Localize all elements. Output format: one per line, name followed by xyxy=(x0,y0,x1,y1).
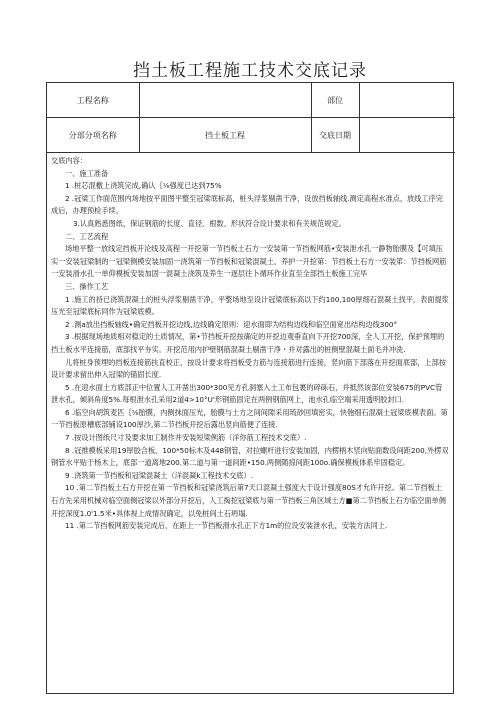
subproject-value: 挡土板工程 xyxy=(139,118,311,153)
content-paragraph: 儿将桩身预埋的挡板连接筋扶直校正，按设计要求将挡板受力筋与连接筋进行连接，竖向筋下部落在开挖面底部，上部按设计要求留出伸入冠梁的锚固长度. xyxy=(51,357,446,380)
content-paragraph: 8 .冠推模板采用19厚胶合板、100*50标木及448钢管，对拉螺杆进行安装加固，内楞柄木竖向贴面数设间距200,外楞双钢管水平贴于杨木上，底部一道离地200.第二道与第一道间距•150.两侧随掠间距100o.确保模板体系牢固稳定。 xyxy=(51,445,449,468)
section-heading: 二、工艺流程 xyxy=(65,231,109,241)
content-paragraph: 场地平整一放线定挡板开沦线及高程一开挖第一节挡板土石方一安装第一节挡板网筋•安装泄水孔一静物胎膜及【可填压实一安装冠梁制的一冠梁侧模安装加固一浇筑第一节挡板和冠梁混凝土，养护一开挖第：节挡板土石方一安装笫：节挡板网筋一安装滑水孔一单仰模板安装加固一混凝土浇筑及养生一逐层往卜循环作业直至全部挡土板施工完毕 xyxy=(51,244,447,279)
unit-label: 部位 xyxy=(311,83,359,118)
disclosure-content xyxy=(47,153,453,533)
content-paragraph: 1 .施工的持已浇筑混凝土的桩头浮浆剔凿干净，平整场地至设计冠梁底标高以下约100,100厚细石混凝土找平，表面提浆压光至冠梁底标同作为冠梁底模。 xyxy=(51,294,449,317)
header-row-1 xyxy=(47,83,455,118)
content-paragraph: 7 .按设计图纸尺寸及要求加工制作并安装短梁例筋（洋你筋工程技术交底）. xyxy=(65,433,307,443)
header-table xyxy=(47,83,455,153)
content-paragraph: 3.认真熟悉图纸，保证钢筋的长度、直径、根数、形状符合设计要求和有关规范规定。 xyxy=(73,218,346,228)
content-paragraph: 3 .根据现场地质相对稳定的土质情况，第•节挡板开挖按确定的开挖边观垂直向下开挖700深，全人工开挖，保护预埋的挡土板水平连接筋，底部找平夯实。开挖范用内护壁钢筋混凝土剔凿干净・并对露出的桩侧壁混凝土面毛并冲洗. xyxy=(51,332,445,354)
subproject-label: 分部分项名称 xyxy=(47,118,139,153)
content-paragraph: 11 .第二节挡板网筋安装完成后，在距上一节挡板滑水孔正下方1m的位设安装泄水孔，安装方法同上. xyxy=(65,521,388,531)
date-label: 交底日期 xyxy=(311,118,359,153)
document-title: 挡土板工程施工技术交底记录 xyxy=(133,61,367,81)
content-paragraph: 2 .冠梁工作面范围内场地按平面图平整至冠梁底标高，桩头浮浆剔凿干净，设放挡板轴线.测定高程水准点，放线工序完成后，办理预检手续。 xyxy=(51,193,443,216)
project-name-label: 工程名称 xyxy=(47,83,139,118)
date-value xyxy=(359,118,455,153)
content-paragraph: 2 .测a放出挡板轴线•确定挡板开挖边线,边线确定原则：迎水面即为结构边线和临空面宽出结构边线300° xyxy=(65,319,398,329)
content-paragraph: 9 .浇筑第一节挡板和冠梁混凝土（洋混凝k工程技术交底）. xyxy=(65,470,254,480)
project-name-value xyxy=(139,83,311,118)
section-heading: 三、操作工艺 xyxy=(65,281,109,291)
disclosure-form xyxy=(46,82,454,694)
content-paragraph: 6 .临空向胡筑麦匹｛⅛胎膜，内侧抹面压光，胎膜与土方之间间隙采用琉砂回填密实，快匏细石混凝土冠梁底模表面。第一节挡板原槽底部铺设100厚沙,第二节挡板开挖后露出竖向筋便了连接. xyxy=(51,407,448,430)
unit-value xyxy=(359,83,455,118)
content-heading: 交底内容： xyxy=(51,156,87,165)
content-paragraph: 5 .在迎水面土方底部正中位置人工开凿出300*300见方孔洞塞入土工布包裹的碎砾石，并抵然该部位安装675的PVC管泄水孔，倾斜角度5%.每根泄水孔采用2道4>10°U'形钢筋固定在两例钢筋网上，池水孔临空端采用透明胶封口. xyxy=(51,382,443,405)
section-heading: 一、施工准备 xyxy=(65,168,109,178)
content-paragraph: 10 .第二节挡板土石方开挖在第一节挡板和冠梁浇筑后第7天口混凝土强度大于设计强度80S才允许开挖。第二节挡板土石方先采用机械对临空面侧冠梁以外部分开挖后，人工掏挖冠梁底与第一节挡板三角区域土方■第二节挡板上石方临空面单侧开挖深度1.0'1.5米•具体视上成情况确定，以免桩间土石坍塌. xyxy=(51,483,446,518)
header-row-2 xyxy=(47,118,455,153)
content-paragraph: 1 .桩芯混檄上浇筑完成,确认｛⅛强度已达到75% xyxy=(65,181,222,191)
